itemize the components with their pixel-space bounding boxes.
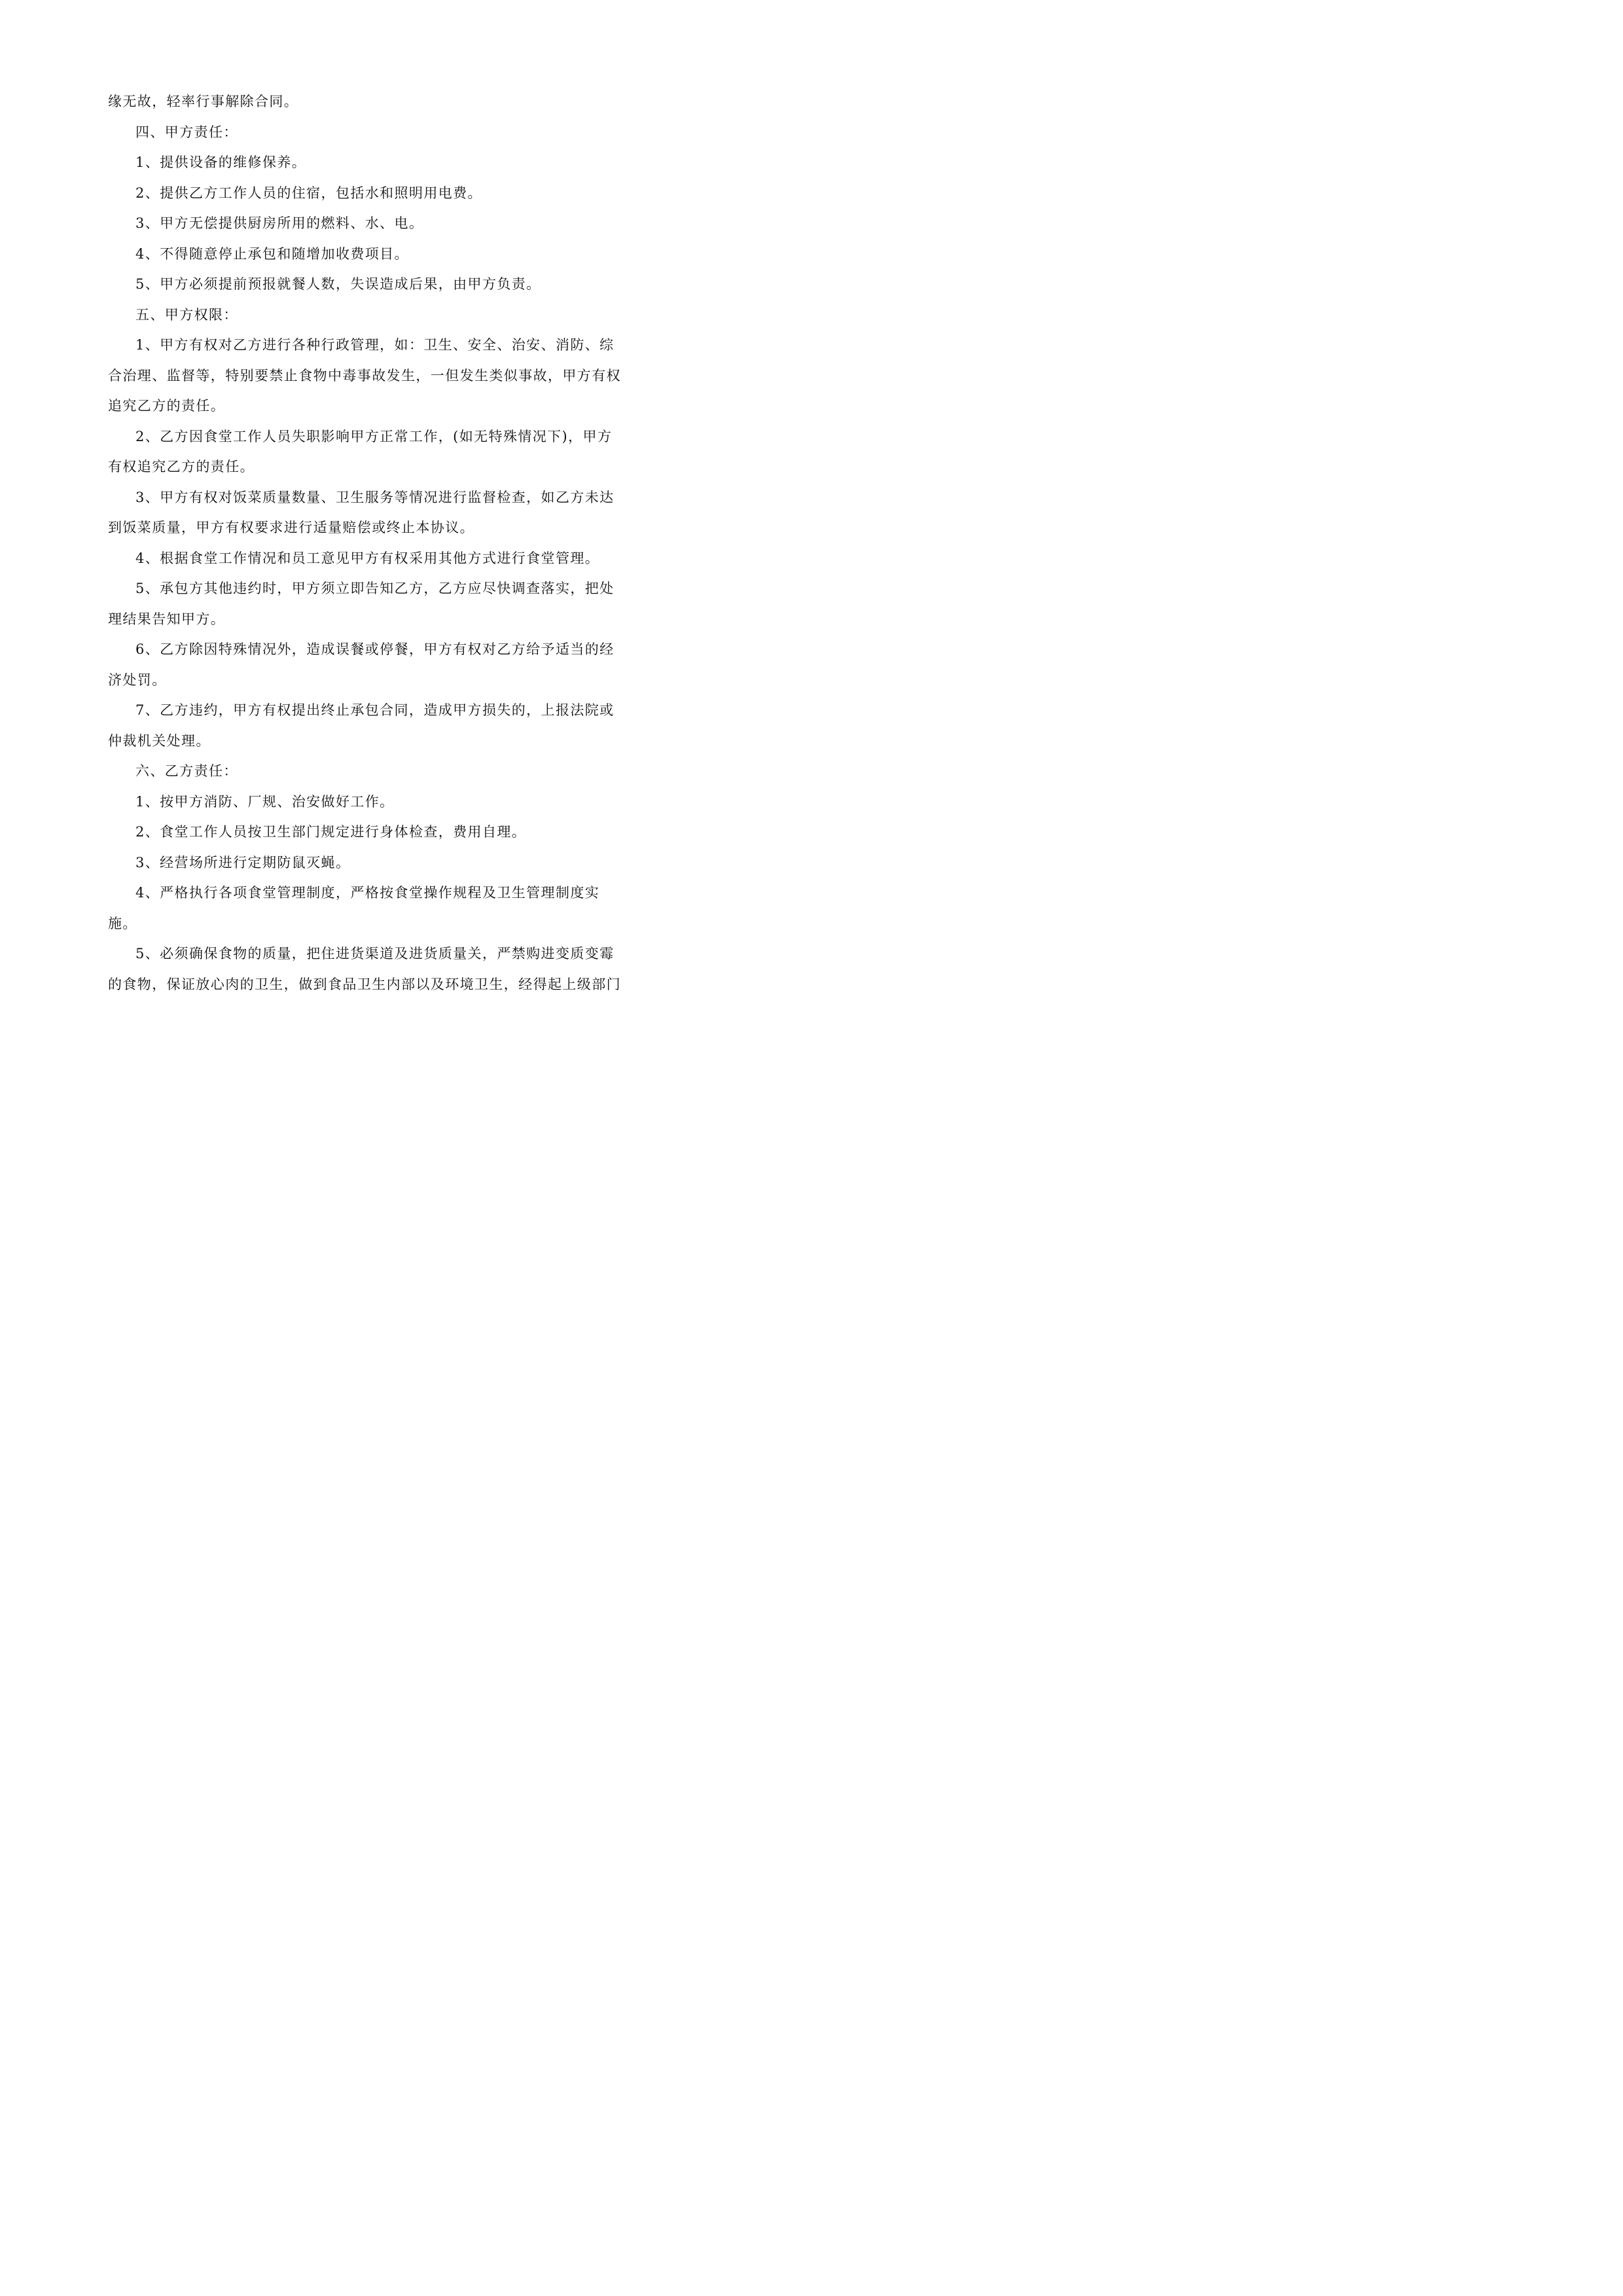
party-b-duty-item: 2、食堂工作人员按卫生部门规定进行身体检查，费用自理。 [135, 824, 527, 840]
party-a-right-item: 4、根据食堂工作情况和员工意见甲方有权采用其他方式进行食堂管理。 [135, 550, 600, 566]
party-a-right-item: 6、乙方除因特殊情况外，造成误餐或停餐，甲方有权对乙方给予适当的经济处罚。 [108, 641, 615, 688]
party-a-right-item: 5、承包方其他违约时，甲方须立即告知乙方，乙方应尽快调查落实，把处理结果告知甲方。 [108, 581, 615, 627]
party-a-right-item: 1、甲方有权对乙方进行各种行政管理，如：卫生、安全、治安、消防、综合治理、监督等，特别要禁止食物中毒事故发生，一但发生类似事故，甲方有权追究乙方的责任。 [108, 337, 621, 414]
section-heading-party-a-duties: 四、甲方责任： [135, 124, 238, 140]
document-page [0, 0, 722, 1020]
party-b-duty-item: 1、按甲方消防、厂规、治安做好工作。 [135, 793, 395, 810]
section-heading-party-b-duties: 六、乙方责任： [135, 763, 238, 779]
party-a-duty-item: 1、提供设备的维修保养。 [135, 154, 307, 170]
paragraph-continuation: 缘无故，轻率行事解除合同。 [108, 94, 299, 109]
party-b-duty-item: 3、经营场所进行定期防鼠灭蝇。 [135, 854, 351, 870]
party-a-duty-item: 2、提供乙方工作人员的住宿，包括水和照明用电费。 [135, 185, 482, 201]
party-b-duty-item: 4、严格执行各项食堂管理制度，严格按食堂操作规程及卫生管理制度实施。 [108, 885, 600, 931]
party-a-duty-item: 5、甲方必须提前预报就餐人数，失误造成后果，由甲方负责。 [135, 276, 541, 292]
party-a-right-item: 2、乙方因食堂工作人员失职影响甲方正常工作，(如无特殊情况下)，甲方有权追究乙方的责任。 [108, 428, 613, 475]
contract-body [108, 86, 625, 999]
party-b-duty-item: 5、必须确保食物的质量，把住进货渠道及进货质量关，严禁购进变质变霉的食物，保证放心肉的卫生，做到食品卫生内部以及环境卫生，经得起上级部门 [108, 946, 621, 992]
party-a-right-item: 3、甲方有权对饭菜质量数量、卫生服务等情况进行监督检查，如乙方未达到饭菜质量，甲方有权要求进行适量赔偿或终止本协议。 [108, 489, 615, 535]
party-a-right-item: 7、乙方违约，甲方有权提出终止承包合同，造成甲方损失的，上报法院或仲裁机关处理。 [108, 702, 615, 749]
section-heading-party-a-rights: 五、甲方权限： [135, 306, 238, 323]
party-a-duty-item: 3、甲方无偿提供厨房所用的燃料、水、电。 [135, 215, 424, 231]
party-a-duty-item: 4、不得随意停止承包和随增加收费项目。 [135, 245, 409, 262]
